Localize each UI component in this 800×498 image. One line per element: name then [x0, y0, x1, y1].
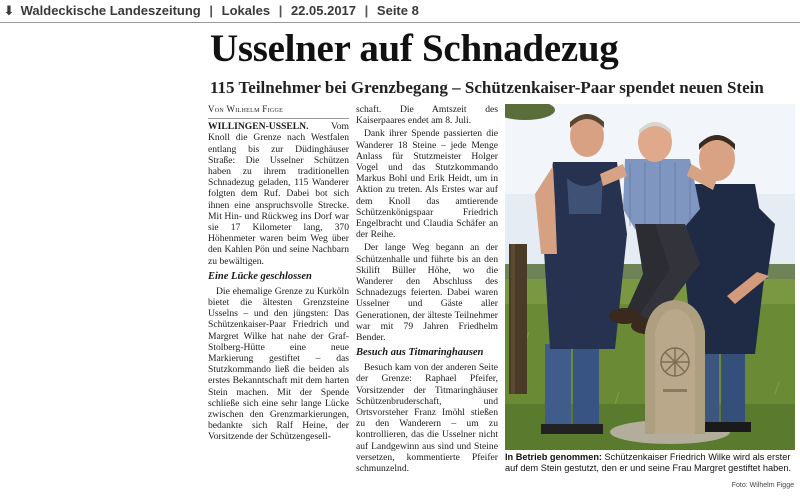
issue-date: 22.05.2017 [290, 3, 357, 18]
article-subheadline: 115 Teilnehmer bei Grenzbegang – Schützenkaiser-Paar spendet neuen Stein [210, 78, 764, 97]
paragraph: Dank ihrer Spende passierten die Wanderer 18 Steine – jede Menge Anlass für Stutzmeister Holger Vogel und das Stutzkommando Markus Bohl und Erik Heidt, um in Aktion zu treten. Als Erstes war auf dem Knoll das amtierende Schützenkönigspaar Friedrich Engelbracht und Claudia Schäfer an der Reihe. [356, 128, 498, 241]
header-separator: | [278, 3, 283, 18]
publication-name: Waldeckische Landeszeitung [20, 3, 201, 18]
article-photo [505, 104, 795, 450]
paragraph [208, 121, 349, 267]
paragraph: schaft. Die Amtszeit des Kaiserpaares endet am 8. Juli. [356, 104, 498, 127]
paragraph: Die ehemalige Grenze zu Kurköln bietet die ältesten Grenzsteine Usselns – und den jüngsten: Das Schützenkaiser-Paar Friedrich und Margret Wilke hat nahe der Graf-Stolberg-Hütte eine neue Markierung gestiftet – das Stutzkommando ließ die beiden als erstes Bekanntschaft mit dem harten Stein machen. Mit der Spende schließe sich eine sehr lange Lücke zwischen den Grenzmarkierungen, bedankte sich Ralf Heine, der Vorsitzende der Schützengesell- [208, 285, 349, 443]
photo-illustration [505, 104, 795, 450]
header-separator: | [209, 3, 214, 18]
photo-caption [505, 452, 795, 474]
caption-lead: In Betrieb genommen: [505, 452, 602, 462]
article-headline: Usselner auf Schnadezug [210, 27, 619, 70]
page-header [0, 0, 800, 23]
byline: Von Wilhelm Figge [208, 104, 349, 119]
article-column-2 [356, 104, 498, 476]
article-column-1 [208, 104, 349, 445]
download-icon[interactable]: ⬇ [3, 3, 15, 18]
paragraph: Besuch kam von der anderen Seite der Grenze: Raphael Pfeifer, Vorsitzender der Titmaringhäuser Schützenbruderschaft, und Ortsvorsteher Franz Imöhl stießen zu den Wanderern – um zu kontrollieren, das die Usselner nicht auf Landgewinn aus sind und Steine versetzen, kommentierte Pfeifer schmunzelnd. [356, 362, 498, 475]
paragraph-text: Vom Knoll die Grenze nach Westfalen entlang bis zur Düdinghäuser Straße: Die Usselner Schützen haben zu ihrem traditionellen Schnadezug geladen, 115 Wanderer folgten dem Ruf. Dabei bot sich ihnen eine anspruchsvolle Strecke. Mit Hin- und Rückweg ins Dorf war sie 17 Kilometer lang, 370 Höhenmeter waren beim Weg über den Kahlen Pön und seine Nachbarn zu bewältigen. [208, 121, 349, 267]
header-separator: | [364, 3, 369, 18]
subheading: Besuch aus Titmaringhausen [356, 347, 484, 359]
paragraph: Der lange Weg begann an der Schützenhalle und führte bis an den Skilift Büller Höhe, wo die Wanderer den Abschluss des Schnadezugs feierten. Dabei waren Usselner und Gäste aller Generationen, der älteste Teilnehmer war mit 79 Jahren Friedhelm Bender. [356, 242, 498, 344]
dateline: WILLINGEN-USSELN. [208, 121, 309, 133]
section-name: Lokales [221, 3, 271, 18]
photo-credit: Foto: Wilhelm Figge [731, 482, 794, 489]
caption-text: Schützenkaiser Friedrich Wilke wird als erster auf dem Stein gestutzt, den er und seine Frau Margret gestiftet haben. [505, 452, 792, 473]
page-number: Seite 8 [376, 3, 419, 18]
subheading: Eine Lücke geschlossen [208, 270, 312, 282]
